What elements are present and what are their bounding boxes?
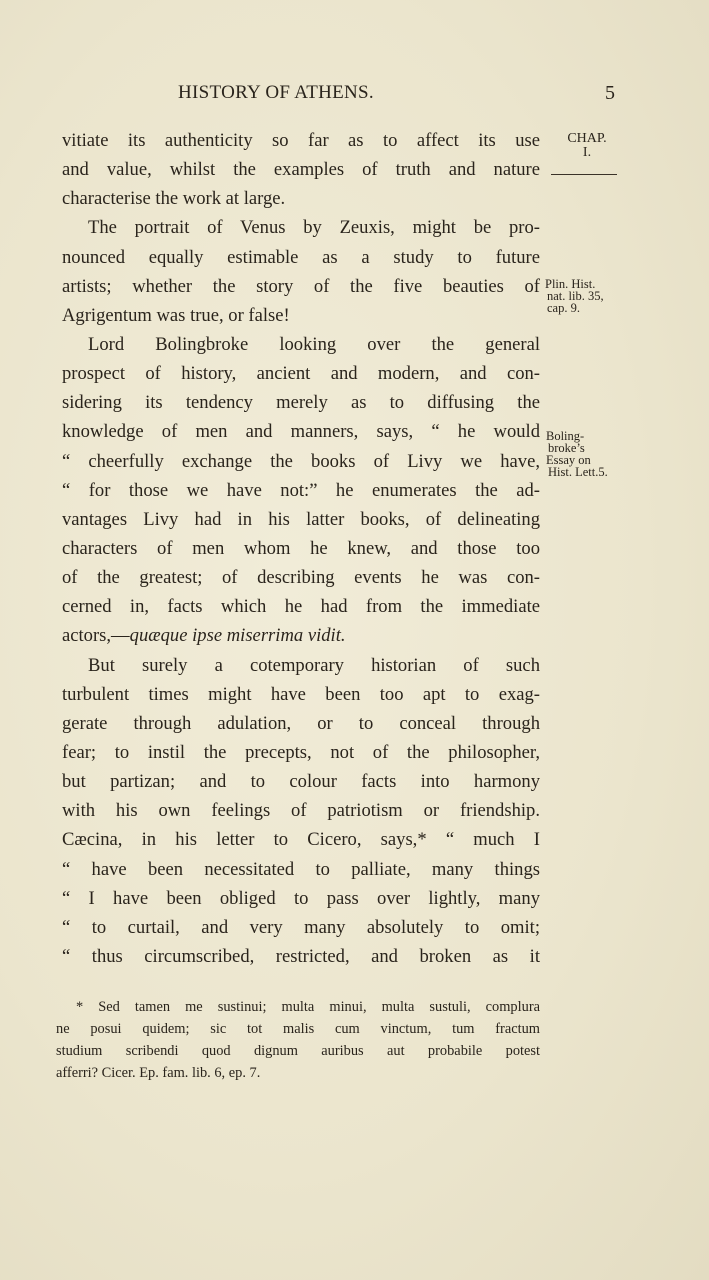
margin-note-line: CHAP. [567,131,607,146]
text-line: “ have been necessitated to palliate, many things [62,858,540,880]
text-line: characterise the work at large. [62,188,286,210]
text-line: Lord Bolingbroke looking over the general [88,333,540,355]
text-line: vitiate its authenticity so far as to affect its use [62,130,540,151]
text-line: But surely a cotemporary historian of such [88,654,540,676]
text-line: “ thus circumscribed, restricted, and broken as it [62,945,540,967]
text-line: knowledge of men and manners, says, “ he would [62,421,540,443]
margin-note-line: Plin. Hist. [545,277,596,291]
text-line: turbulent times might have been too apt to exag- [62,683,540,705]
text-line: vantages Livy had in his latter books, of delineating [62,508,540,530]
margin-note-line: Hist. Lett.5. [548,465,608,479]
text-fragment: actors,— [62,625,130,647]
margin-note-chapter [560,132,614,160]
text-line: prospect of history, ancient and modern, and con- [62,363,540,385]
text-line: artists; whether the story of the five beauties of [62,275,540,297]
text-line: Agrigentum was true, or false! [62,304,290,326]
text-line: cerned in, facts which he had from the immediate [62,596,540,618]
page-header [0,82,709,112]
margin-note-line: I. [582,145,592,160]
footnote-line: studium scribendi quod dignum auribus aut probabile potest [56,1043,540,1059]
chapter-rule [551,174,617,175]
margin-note-pliny [545,278,604,314]
margin-note-line: broke’s [548,441,585,455]
text-line: “ cheerfully exchange the books of Livy we have, [62,450,540,472]
text-line: gerate through adulation, or to conceal through [62,712,540,734]
text-line: fear; to instil the precepts, not of the philosopher, [62,741,540,763]
footnote-line: ne posui quidem; sic tot malis cum vinctum, tum fractum [56,1021,540,1037]
footnote [56,996,540,1084]
text-line: and value, whilst the examples of truth and nature [62,159,540,181]
footnote-line: * Sed tamen me sustinui; multa minui, multa sustuli, complura [76,999,540,1015]
text-line [62,621,540,650]
margin-note-bolingbroke [546,430,608,478]
text-line: The portrait of Venus by Zeuxis, might be pro- [88,217,540,239]
text-line: sidering its tendency merely as to diffusing the [62,392,540,414]
body-text [62,126,540,971]
text-line: Cæcina, in his letter to Cicero, says,* “ much I [62,829,540,851]
page-number: 5 [605,82,615,104]
footnote-line: afferri? Cicer. Ep. fam. lib. 6, ep. 7. [56,1065,261,1081]
text-line: “ I have been obliged to pass over lightly, many [62,887,540,909]
text-line: “ to curtail, and very many absolutely to omit; [62,916,540,938]
text-line: nounced equally estimable as a study to future [62,246,540,268]
margin-note-line: cap. 9. [547,301,580,315]
text-line: with his own feelings of patriotism or friendship. [62,800,540,822]
text-line: characters of men whom he knew, and those too [62,537,540,559]
text-line: but partizan; and to colour facts into harmony [62,771,540,793]
margin-note-line: nat. lib. 35, [547,289,604,303]
latin-quote: quæque ipse miserrima vidit. [129,625,346,647]
text-line: of the greatest; of describing events he was con- [62,567,540,589]
margin-note-line: Essay on [546,453,591,467]
text-line: “ for those we have not:” he enumerates the ad- [62,479,540,501]
margin-note-line: Boling- [546,429,585,443]
running-head: HISTORY OF ATHENS. [178,82,374,103]
